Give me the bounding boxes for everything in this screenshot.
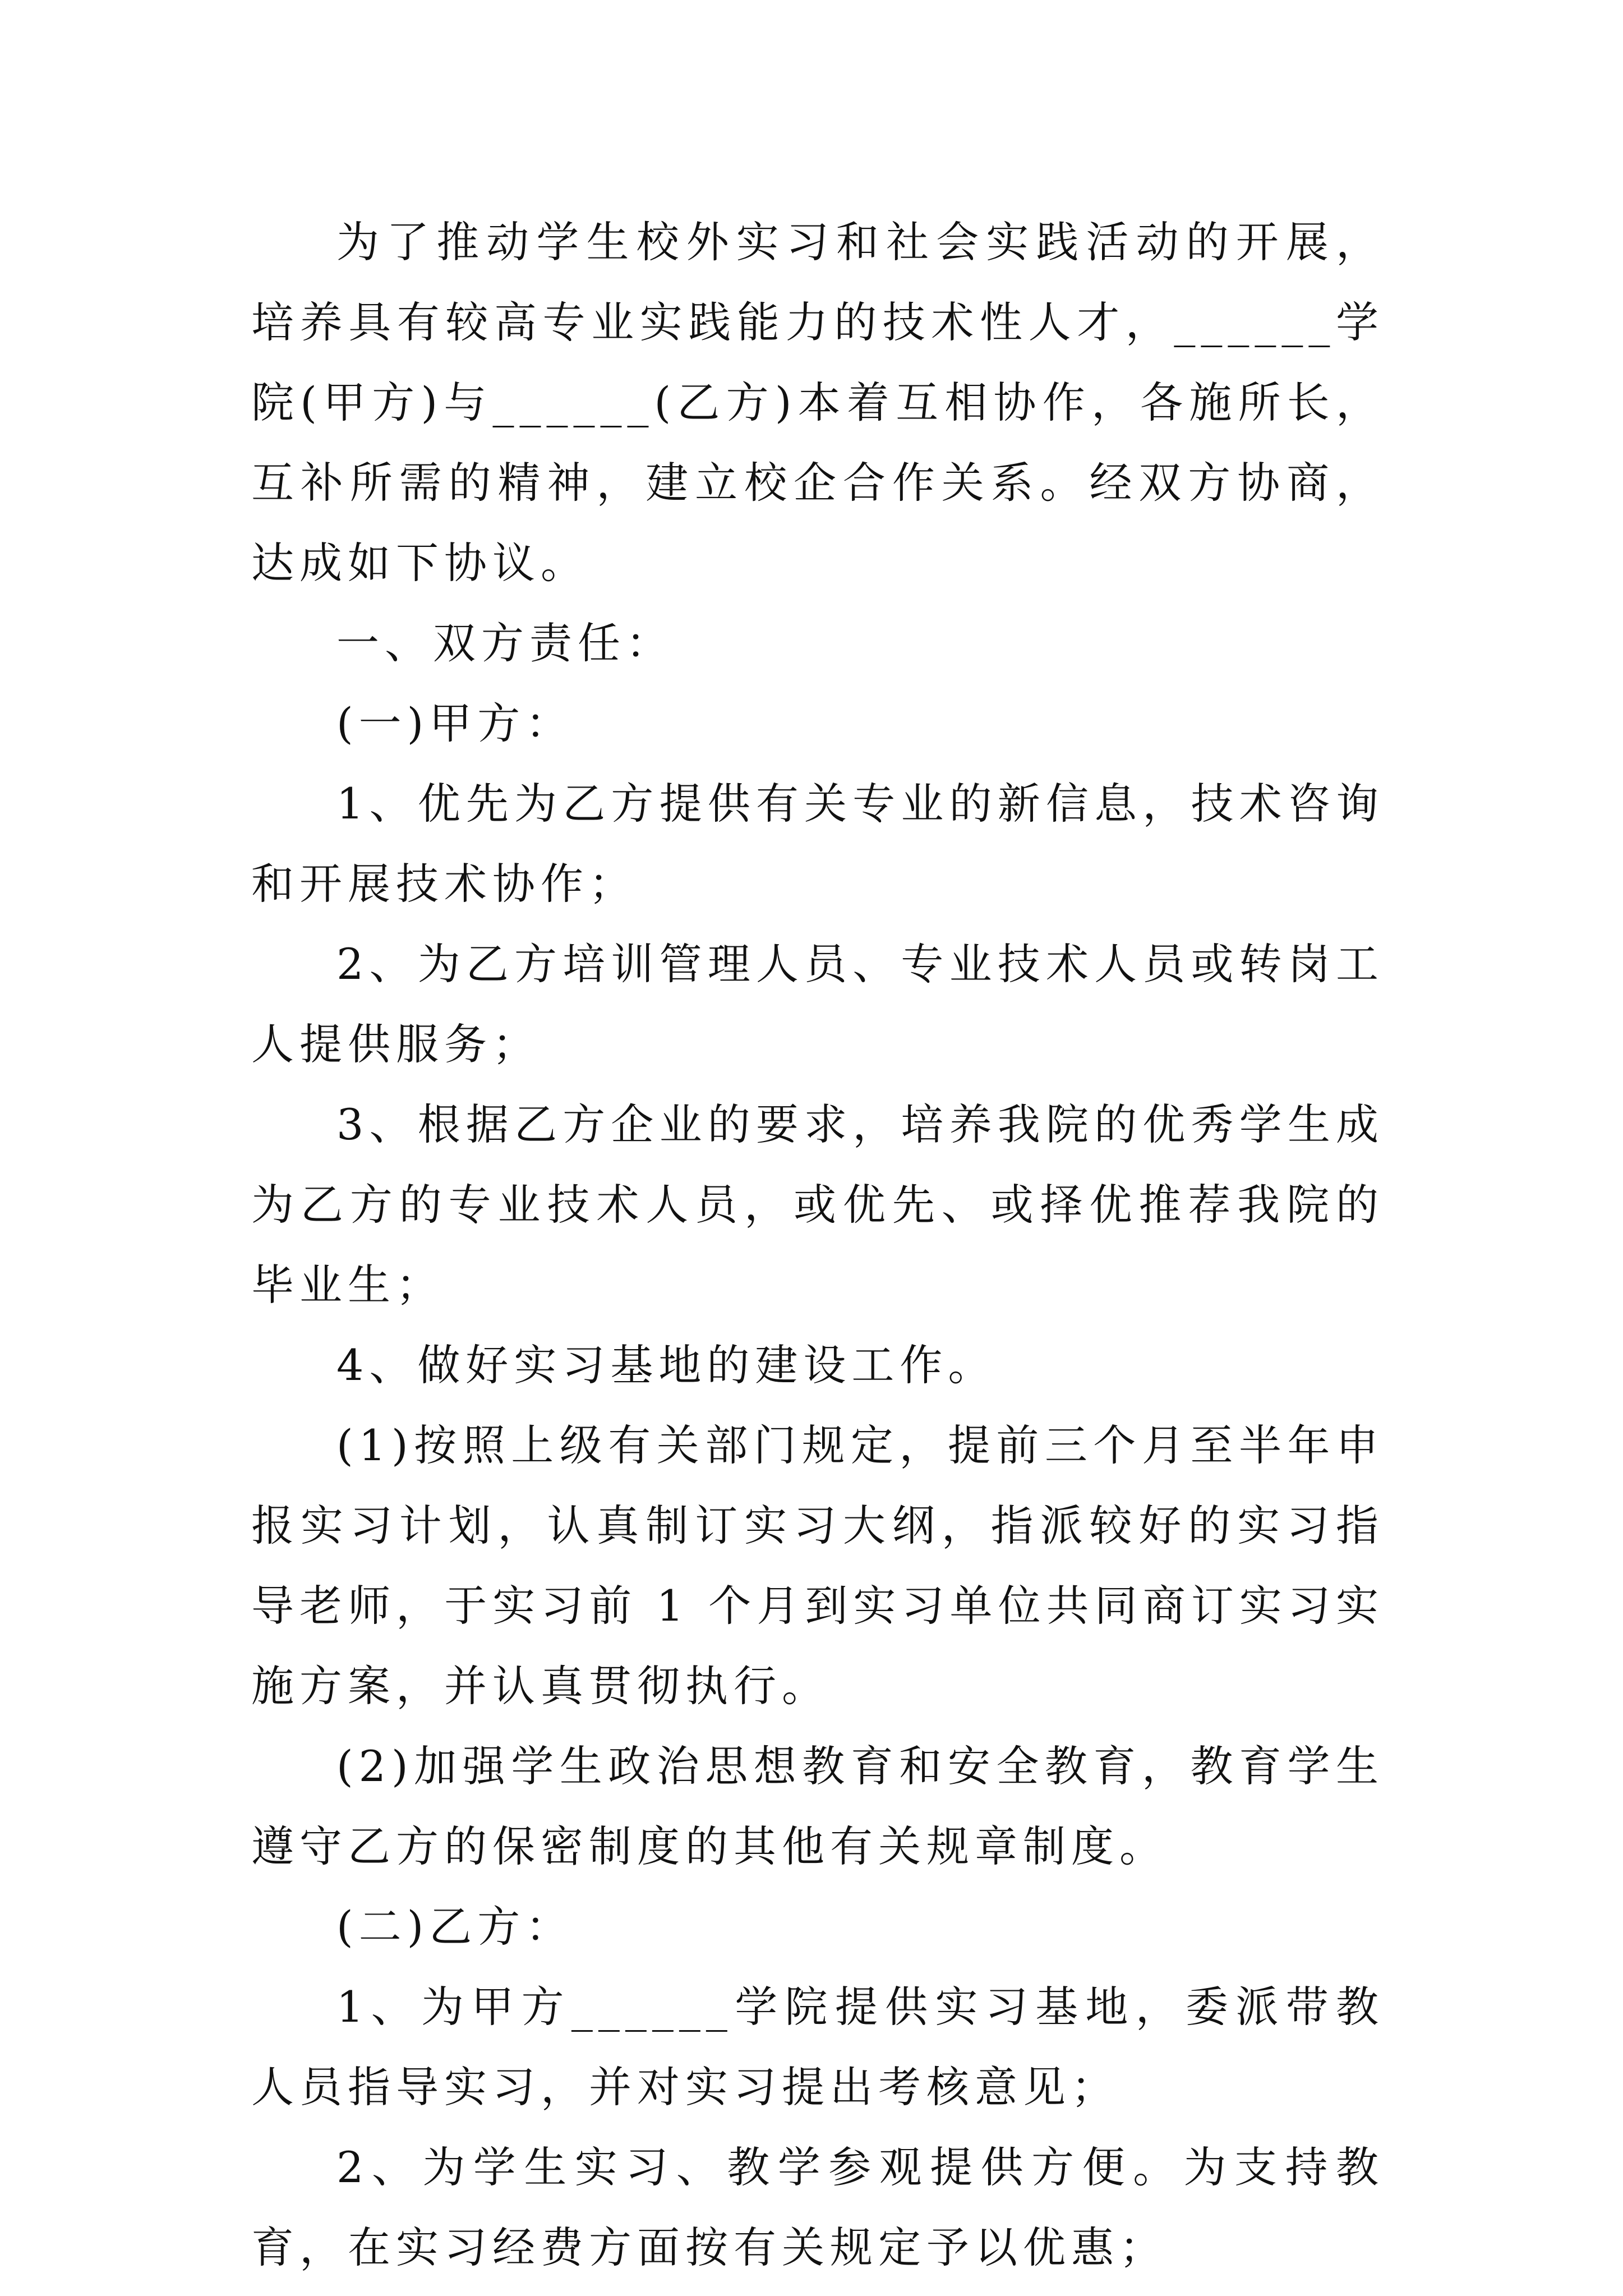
section-heading-responsibilities: 一、双方责任： <box>336 618 674 668</box>
subsection-heading-party-a: (一)甲方： <box>336 698 574 748</box>
party-a-item-1: 1、优先为乙方提供有关专业的新信息，技术咨询和开展技术协作； <box>251 779 1384 909</box>
intro-paragraph: 为了推动学生校外实习和社会实践活动的开展，培养具有较高专业实践能力的技术性人才，______学院(甲方)与______(乙方)本着互相协作，各施所长，互补所需的精神，建立校企合作关系。经双方协商，达成如下协议。 <box>251 217 1384 588</box>
document-body <box>251 202 1384 2288</box>
party-a-item-4-sub-2: (2)加强学生政治思想教育和安全教育，教育学生遵守乙方的保密制度的其他有关规章制度。 <box>251 1741 1384 1871</box>
party-a-item-4: 4、做好实习基地的建设工作。 <box>336 1340 997 1390</box>
party-a-item-3: 3、根据乙方企业的要求，培养我院的优秀学生成为乙方的专业技术人员，或优先、或择优推荐我院的毕业生； <box>251 1099 1384 1310</box>
party-a-item-2: 2、为乙方培训管理人员、专业技术人员或转岗工人提供服务； <box>251 939 1384 1069</box>
party-b-item-2: 2、为学生实习、教学参观提供方便。为支持教育，在实习经费方面按有关规定予以优惠； <box>251 2142 1384 2272</box>
subsection-heading-party-b: (二)乙方： <box>336 1902 574 1952</box>
party-a-item-4-sub-1: (1)按照上级有关部门规定，提前三个月至半年申报实习计划，认真制订实习大纲，指派较好的实习指导老师，于实习前 1 个月到实习单位共同商订实习实施方案，并认真贯彻执行。 <box>251 1420 1384 1711</box>
party-b-item-1: 1、为甲方______学院提供实习基地，委派带教人员指导实习，并对实习提出考核意见； <box>251 1982 1384 2112</box>
